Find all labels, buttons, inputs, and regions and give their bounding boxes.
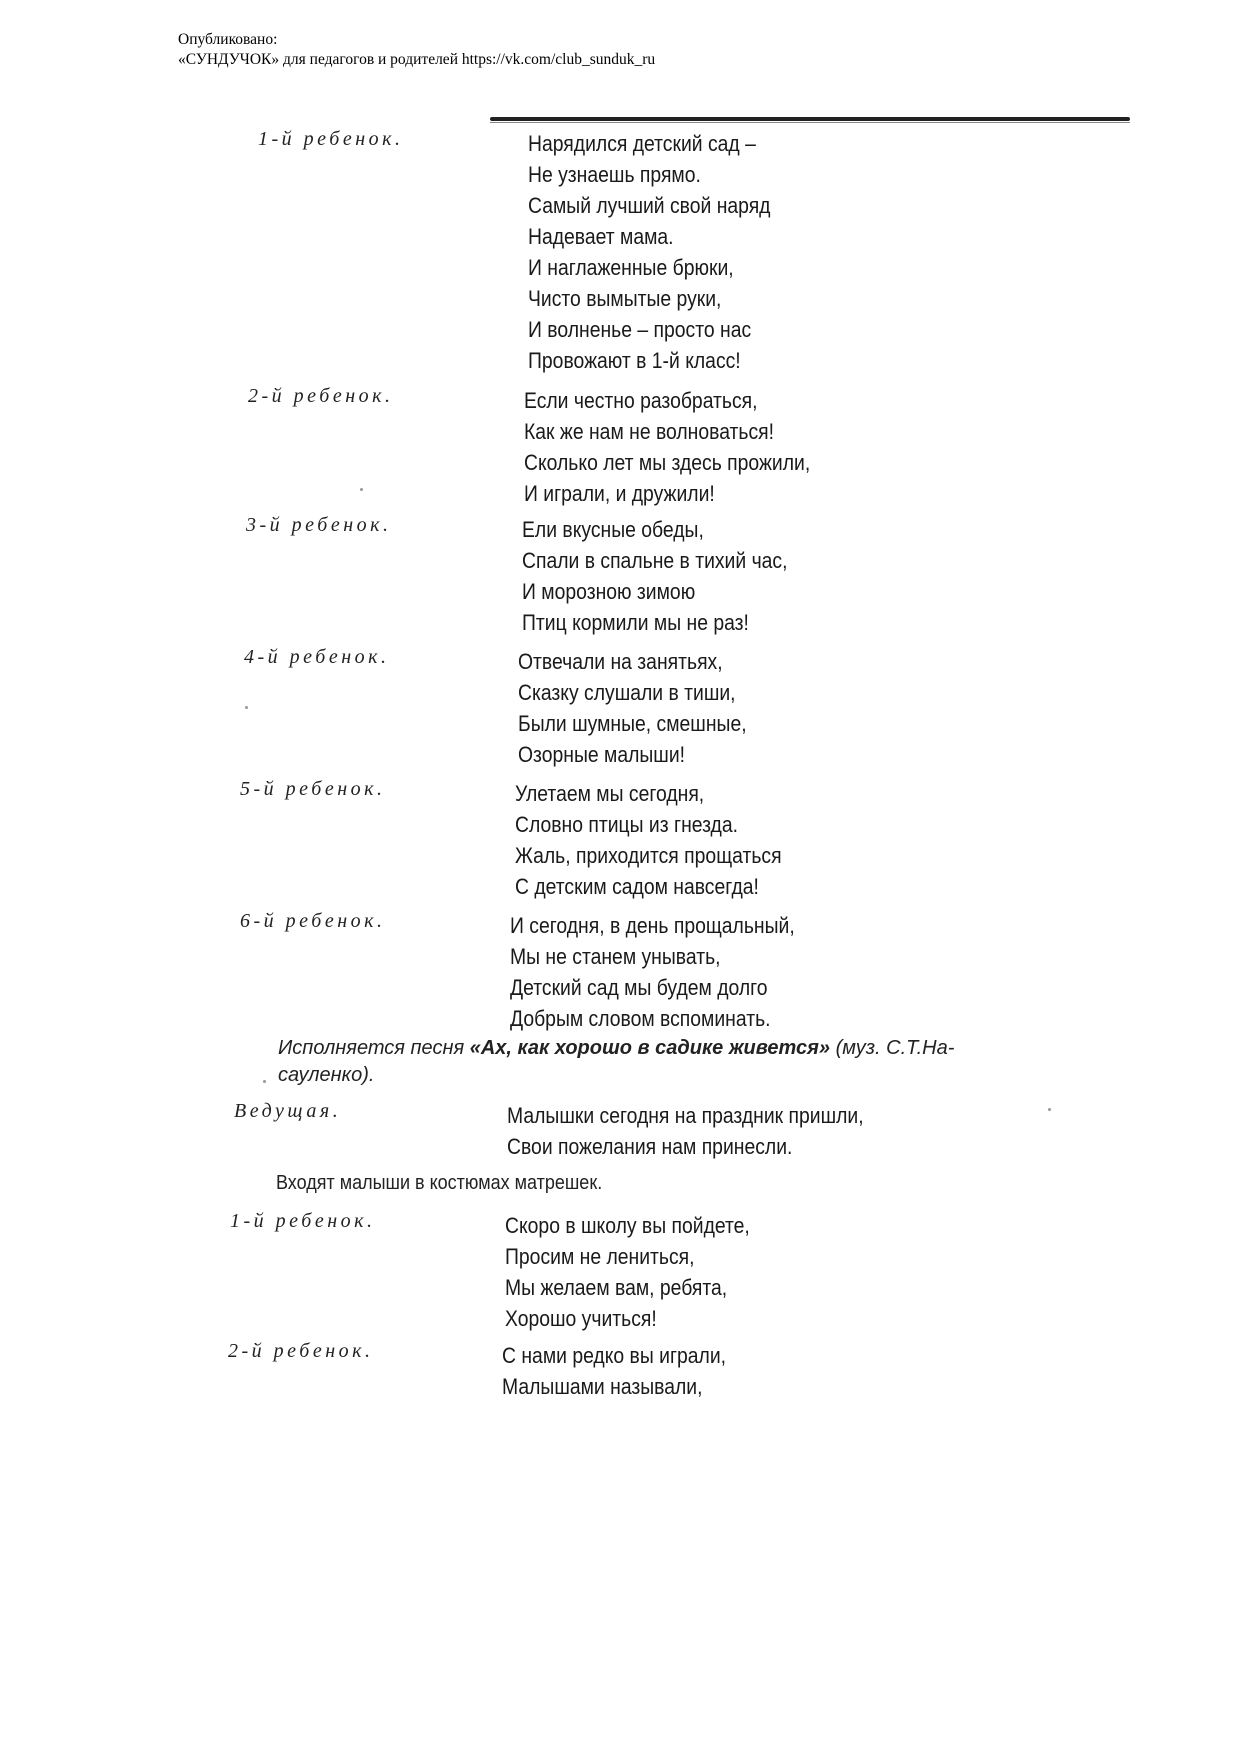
speaker-label-host: Ведущая. (234, 1100, 342, 1122)
verse-line: Детский сад мы будем долго (510, 975, 768, 1000)
scan-speck (245, 706, 248, 709)
verse-line: Не узнаешь прямо. (528, 162, 701, 187)
speaker-label: 2-й ребенок. (248, 385, 394, 407)
verse-line: С детским садом навсегда! (515, 874, 759, 899)
stage-direction-song (278, 1035, 954, 1089)
verse-line: Птиц кормили мы не раз! (522, 610, 749, 635)
verse-line: Улетаем мы сегодня, (515, 781, 705, 806)
verse-line: И сегодня, в день прощальный, (510, 913, 795, 938)
verse-line: Самый лучший свой наряд (528, 193, 771, 218)
verse-block (510, 910, 795, 1034)
verse-line: Как же нам не волноваться! (524, 419, 775, 444)
verse-line: Малышки сегодня на праздник пришли, (507, 1103, 864, 1128)
song-prefix: Исполняется песня (278, 1037, 470, 1059)
verse-block (522, 514, 787, 638)
speaker-label: 1-й ребенок. (230, 1210, 376, 1232)
verse-block (515, 778, 782, 902)
verse-line: Если честно разобраться, (524, 388, 758, 413)
verse-line: И морозною зимою (522, 579, 696, 604)
verse-line: Словно птицы из гнезда. (515, 812, 738, 837)
verse-line: Жаль, приходится прощаться (515, 843, 782, 868)
stage-direction-entrance: Входят малыши в костюмах матрешек. (276, 1172, 603, 1194)
verse-line: Свои пожелания нам принесли. (507, 1134, 793, 1159)
song-composer: (муз. С.Т.На- (830, 1037, 955, 1059)
speaker-label: 4-й ребенок. (244, 646, 390, 668)
scan-speck (360, 488, 363, 491)
verse-line: Озорные малыши! (518, 742, 686, 767)
verse-line: И волненье – просто нас (528, 317, 752, 342)
speaker-label: 5-й ребенок. (240, 778, 386, 800)
verse-block (505, 1210, 750, 1334)
verse-line: Просим не лениться, (505, 1244, 695, 1269)
speaker-label: 6-й ребенок. (240, 910, 386, 932)
verse-line: Скоро в школу вы пойдете, (505, 1213, 750, 1238)
song-composer-cont: сауленко). (278, 1064, 375, 1086)
verse-line: Мы желаем вам, ребята, (505, 1275, 728, 1300)
header-source-line: «СУНДУЧОК» для педагогов и родителей https://vk.com/club_sunduk_ru (178, 51, 656, 68)
verse-line: Мы не станем унывать, (510, 944, 721, 969)
verse-line: Отвечали на занятьях, (518, 649, 723, 674)
verse-line: И наглаженные брюки, (528, 255, 734, 280)
speaker-label: 1-й ребенок. (258, 128, 404, 150)
verse-line: С нами редко вы играли, (502, 1343, 727, 1368)
speaker-label: 2-й ребенок. (228, 1340, 374, 1362)
verse-line: Добрым словом вспоминать. (510, 1006, 771, 1031)
song-title: «Ах, как хорошо в садике живется» (469, 1037, 831, 1059)
verse-block (518, 646, 747, 770)
verse-line: Спали в спальне в тихий час, (522, 548, 788, 573)
verse-line: Хорошо учиться! (505, 1306, 657, 1331)
verse-line: Надевает мама. (528, 224, 674, 249)
top-rule-shadow (490, 122, 1130, 123)
verse-block (502, 1340, 726, 1402)
verse-line: Ели вкусные обеды, (522, 517, 704, 542)
verse-block (524, 385, 810, 509)
verse-line: Сказку слушали в тиши, (518, 680, 736, 705)
scan-speck (263, 1080, 266, 1083)
publication-header (178, 30, 655, 70)
verse-line: И играли, и дружили! (524, 481, 715, 506)
verse-line: Нарядился детский сад – (528, 131, 756, 156)
verse-line: Сколько лет мы здесь прожили, (524, 450, 811, 475)
speaker-label: 3-й ребенок. (246, 514, 392, 536)
verse-block (528, 128, 770, 376)
verse-block (507, 1100, 864, 1162)
scan-speck (1048, 1108, 1051, 1111)
verse-line: Малышами называли, (502, 1374, 703, 1399)
verse-line: Чисто вымытые руки, (528, 286, 722, 311)
verse-line: Были шумные, смешные, (518, 711, 747, 736)
header-published-label: Опубликовано: (178, 31, 278, 48)
top-rule-divider (490, 117, 1130, 121)
verse-line: Провожают в 1-й класс! (528, 348, 741, 373)
